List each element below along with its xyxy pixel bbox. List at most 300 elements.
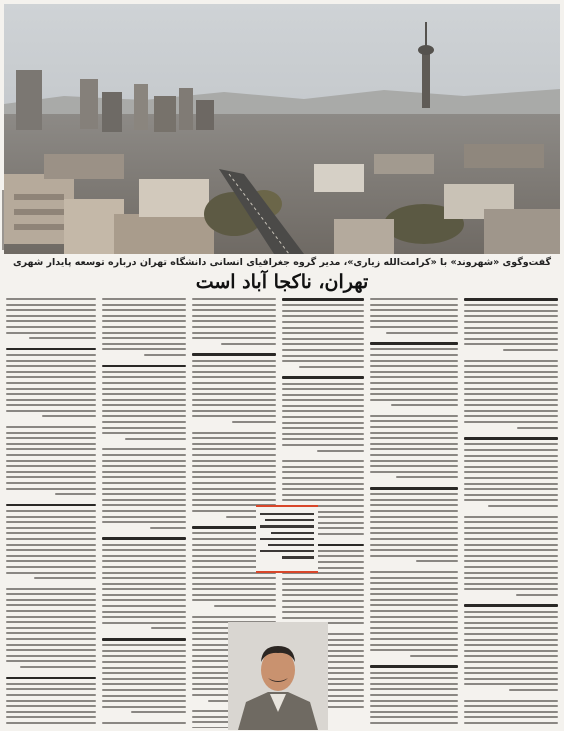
text-line (282, 315, 364, 317)
text-line (370, 604, 458, 606)
text-line (102, 544, 186, 546)
photo-credit-strip (0, 190, 6, 250)
text-line (102, 661, 186, 663)
text-line (102, 583, 186, 585)
text-line (102, 388, 186, 390)
text-line (221, 343, 276, 345)
text-line (299, 366, 364, 368)
text-line (370, 544, 458, 546)
text-line (370, 465, 458, 467)
text-line (131, 711, 186, 713)
text-line (6, 700, 96, 702)
text-line (6, 348, 96, 351)
text-line (370, 616, 458, 618)
text-line (102, 382, 186, 384)
text-line (192, 315, 276, 317)
text-line (102, 566, 186, 568)
article-header (6, 256, 558, 296)
text-line (6, 360, 96, 362)
text-line (464, 404, 558, 406)
text-line (6, 610, 96, 612)
text-line (370, 504, 458, 506)
text-line (102, 488, 186, 490)
text-line (464, 399, 558, 401)
text-line (192, 376, 276, 378)
text-line (102, 309, 186, 311)
text-line (464, 549, 558, 551)
text-line (464, 650, 558, 652)
text-line (464, 483, 558, 485)
text-line (102, 482, 186, 484)
text-line (370, 632, 458, 634)
text-line (6, 632, 96, 634)
text-line (370, 555, 458, 557)
text-line (102, 672, 186, 674)
text-line (282, 611, 364, 613)
text-line (282, 349, 364, 351)
text-line (282, 600, 364, 602)
text-line (282, 355, 364, 357)
city-photo (4, 4, 560, 254)
text-line (282, 477, 364, 479)
text-line (6, 644, 96, 646)
text-line (370, 549, 458, 551)
text-line (192, 588, 276, 590)
text-line (102, 700, 186, 702)
text-line (192, 410, 276, 412)
text-line (464, 415, 558, 417)
text-line (464, 527, 558, 529)
text-line (102, 616, 186, 618)
text-line (6, 365, 96, 367)
text-line (282, 399, 364, 401)
text-line (6, 326, 96, 328)
text-line (396, 476, 458, 478)
text-line (102, 454, 186, 456)
text-line (102, 689, 186, 691)
text-line (102, 695, 186, 697)
text-line (102, 493, 186, 495)
text-line (192, 388, 276, 390)
text-line (6, 382, 96, 384)
text-line (282, 460, 364, 462)
text-line (192, 337, 276, 339)
text-line (6, 572, 96, 574)
text-line (192, 577, 276, 579)
text-line (192, 476, 276, 478)
text-line (370, 487, 458, 490)
text-line (464, 672, 558, 674)
text-line (102, 332, 186, 334)
text-line (102, 320, 186, 322)
text-line (6, 471, 96, 473)
text-line (464, 560, 558, 562)
text-line (192, 616, 276, 618)
text-line (370, 700, 458, 702)
text-line (102, 722, 186, 724)
text-line (6, 588, 96, 590)
text-line (282, 488, 364, 490)
text-line (102, 638, 186, 641)
text-line (464, 555, 558, 557)
text-line (6, 309, 96, 311)
text-line (192, 415, 276, 417)
text-line (464, 588, 558, 590)
text-line (232, 421, 276, 423)
text-line (464, 365, 558, 367)
text-line (386, 332, 458, 334)
text-line (370, 360, 458, 362)
text-line (464, 437, 558, 440)
tehran-skyline-image (4, 4, 560, 254)
text-line (464, 455, 558, 457)
text-line (6, 683, 96, 685)
text-line (464, 722, 558, 724)
text-line (464, 449, 558, 451)
text-line (6, 426, 96, 428)
text-line (370, 493, 458, 495)
text-line (6, 332, 96, 334)
text-line (464, 644, 558, 646)
text-line (102, 448, 186, 450)
text-line (192, 471, 276, 473)
text-line (370, 649, 458, 651)
text-line (6, 527, 96, 529)
text-line (102, 415, 186, 417)
text-line (464, 393, 558, 395)
text-line (102, 371, 186, 373)
text-line (6, 404, 96, 406)
text-line (370, 538, 458, 540)
interviewee-portrait (228, 622, 328, 730)
text-line (6, 627, 96, 629)
text-line (370, 448, 458, 450)
text-line (6, 315, 96, 317)
text-line (464, 298, 558, 301)
text-line (370, 677, 458, 679)
text-line (282, 394, 364, 396)
text-line (102, 465, 186, 467)
text-line (6, 566, 96, 568)
text-line (6, 516, 96, 518)
text-line (125, 438, 186, 440)
text-line (464, 343, 558, 345)
text-line (464, 700, 558, 702)
text-line (503, 349, 558, 351)
text-line (102, 348, 186, 350)
text-line (102, 611, 186, 613)
text-line (102, 521, 186, 523)
text-line (416, 560, 458, 562)
text-line (102, 678, 186, 680)
text-line (6, 538, 96, 540)
text-line (6, 722, 96, 724)
text-line (370, 420, 458, 422)
text-line (370, 672, 458, 674)
text-line (282, 438, 364, 440)
text-line (370, 365, 458, 367)
text-line (192, 482, 276, 484)
text-line (6, 476, 96, 478)
text-line (6, 705, 96, 707)
text-line (282, 304, 364, 306)
text-line (282, 298, 364, 301)
text-line (464, 611, 558, 613)
text-line (29, 337, 96, 339)
article-title: تهران، ناکجا آباد است (195, 271, 369, 293)
text-line (370, 348, 458, 350)
text-line (370, 644, 458, 646)
text-column-6 (6, 298, 96, 728)
text-line (102, 588, 186, 590)
text-line (102, 622, 186, 624)
text-line (370, 298, 458, 300)
text-line (102, 399, 186, 401)
text-line (370, 320, 458, 322)
text-line (102, 410, 186, 412)
text-line (464, 388, 558, 390)
text-line (464, 604, 558, 607)
text-line (370, 499, 458, 501)
text-line (102, 365, 186, 368)
text-line (464, 338, 558, 340)
text-line (192, 599, 276, 601)
text-line (102, 504, 186, 506)
text-line (192, 488, 276, 490)
text-line (370, 521, 458, 523)
text-line (6, 448, 96, 450)
text-line (509, 689, 558, 691)
text-line (282, 444, 364, 446)
text-line (192, 432, 276, 434)
text-line (192, 399, 276, 401)
text-line (6, 454, 96, 456)
text-line (282, 410, 364, 412)
text-line (6, 376, 96, 378)
text-line (102, 577, 186, 579)
text-line (370, 315, 458, 317)
text-line (464, 494, 558, 496)
text-line (464, 371, 558, 373)
text-line (20, 666, 96, 668)
text-line (192, 465, 276, 467)
text-line (192, 382, 276, 384)
text-line (6, 532, 96, 534)
text-line (391, 404, 458, 406)
text-line (282, 383, 364, 385)
text-line (6, 694, 96, 696)
text-line (102, 460, 186, 462)
text-line (282, 416, 364, 418)
text-line (370, 376, 458, 378)
text-line (370, 577, 458, 579)
text-line (370, 471, 458, 473)
text-line (102, 315, 186, 317)
text-line (282, 471, 364, 473)
text-line (102, 343, 186, 345)
text-line (370, 460, 458, 462)
text-line (150, 527, 186, 529)
text-line (6, 482, 96, 484)
text-line (102, 605, 186, 607)
text-line (6, 460, 96, 462)
text-line (464, 572, 558, 574)
text-line (192, 320, 276, 322)
text-line (370, 688, 458, 690)
text-line (370, 694, 458, 696)
text-line (282, 422, 364, 424)
text-line (6, 320, 96, 322)
text-line (464, 499, 558, 501)
text-line (6, 432, 96, 434)
text-line (370, 426, 458, 428)
text-line (282, 360, 364, 362)
text-line (464, 410, 558, 412)
text-line (516, 594, 558, 596)
text-line (6, 410, 96, 412)
text-line (370, 371, 458, 373)
text-line (282, 388, 364, 390)
text-line (102, 326, 186, 328)
text-line (370, 432, 458, 434)
text-line (464, 667, 558, 669)
text-line (102, 404, 186, 406)
text-line (102, 560, 186, 562)
text-line (6, 599, 96, 601)
text-line (6, 544, 96, 546)
text-line (464, 538, 558, 540)
text-line (282, 327, 364, 329)
text-line (464, 360, 558, 362)
text-line (282, 583, 364, 585)
text-line (282, 606, 364, 608)
text-line (370, 516, 458, 518)
text-line (370, 683, 458, 685)
text-line (282, 405, 364, 407)
text-line (370, 415, 458, 417)
text-line (464, 622, 558, 624)
text-line (488, 505, 559, 507)
text-line (6, 616, 96, 618)
text-line (192, 353, 276, 356)
text-line (464, 639, 558, 641)
text-line (192, 437, 276, 439)
text-line (410, 655, 458, 657)
text-line (6, 655, 96, 657)
text-line (370, 342, 458, 345)
text-line (464, 716, 558, 718)
text-line (370, 627, 458, 629)
text-line (102, 549, 186, 551)
text-line (6, 388, 96, 390)
text-line (282, 466, 364, 468)
text-line (6, 504, 96, 507)
text-line (323, 622, 364, 624)
text-line (192, 393, 276, 395)
text-line (282, 343, 364, 345)
text-line (102, 376, 186, 378)
text-line (464, 633, 558, 635)
text-line (6, 437, 96, 439)
text-line (464, 627, 558, 629)
text-line (370, 610, 458, 612)
text-line (102, 471, 186, 473)
text-line (464, 516, 558, 518)
text-line (102, 644, 186, 646)
text-column-2 (370, 298, 458, 728)
text-line (464, 566, 558, 568)
text-line (517, 427, 558, 429)
text-line (370, 571, 458, 573)
text-line (464, 310, 558, 312)
text-line (370, 599, 458, 601)
text-line (192, 365, 276, 367)
text-line (6, 677, 96, 680)
text-line (464, 466, 558, 468)
text-line (102, 393, 186, 395)
text-line (464, 655, 558, 657)
text-column-1 (464, 298, 558, 728)
text-line (370, 582, 458, 584)
text-line (102, 337, 186, 339)
text-line (464, 315, 558, 317)
text-line (464, 711, 558, 713)
text-line (6, 711, 96, 713)
text-line (214, 605, 276, 607)
text-line (102, 572, 186, 574)
text-line (192, 443, 276, 445)
text-line (464, 327, 558, 329)
text-line (370, 638, 458, 640)
text-line (151, 627, 186, 629)
text-line (192, 499, 276, 501)
text-line (6, 304, 96, 306)
article-subtitle: گفت‌وگوی «شهروند» با «کرامت‌الله زیاری»، مدیر گروه جغرافیای انسانی دانشگاه تهران درباره توسعه پایدار شهری (12, 257, 552, 268)
text-line (464, 382, 558, 384)
text-line (282, 433, 364, 435)
text-line (102, 683, 186, 685)
text-line (102, 650, 186, 652)
text-line (464, 661, 558, 663)
text-line (192, 404, 276, 406)
text-line (102, 706, 186, 708)
text-line (464, 477, 558, 479)
text-line (282, 617, 364, 619)
text-line (6, 638, 96, 640)
text-line (102, 427, 186, 429)
text-line (370, 437, 458, 439)
text-line (370, 454, 458, 456)
text-line (102, 594, 186, 596)
text-line (282, 332, 364, 334)
text-line (282, 321, 364, 323)
text-line (464, 471, 558, 473)
text-line (102, 421, 186, 423)
text-line (6, 354, 96, 356)
text-line (6, 649, 96, 651)
text-line (102, 555, 186, 557)
text-line (192, 298, 276, 300)
text-line (192, 304, 276, 306)
text-line (102, 537, 186, 540)
text-line (192, 448, 276, 450)
text-line (6, 549, 96, 551)
text-line (192, 454, 276, 456)
text-line (6, 371, 96, 373)
text-line (6, 465, 96, 467)
text-line (282, 494, 364, 496)
text-line (370, 382, 458, 384)
